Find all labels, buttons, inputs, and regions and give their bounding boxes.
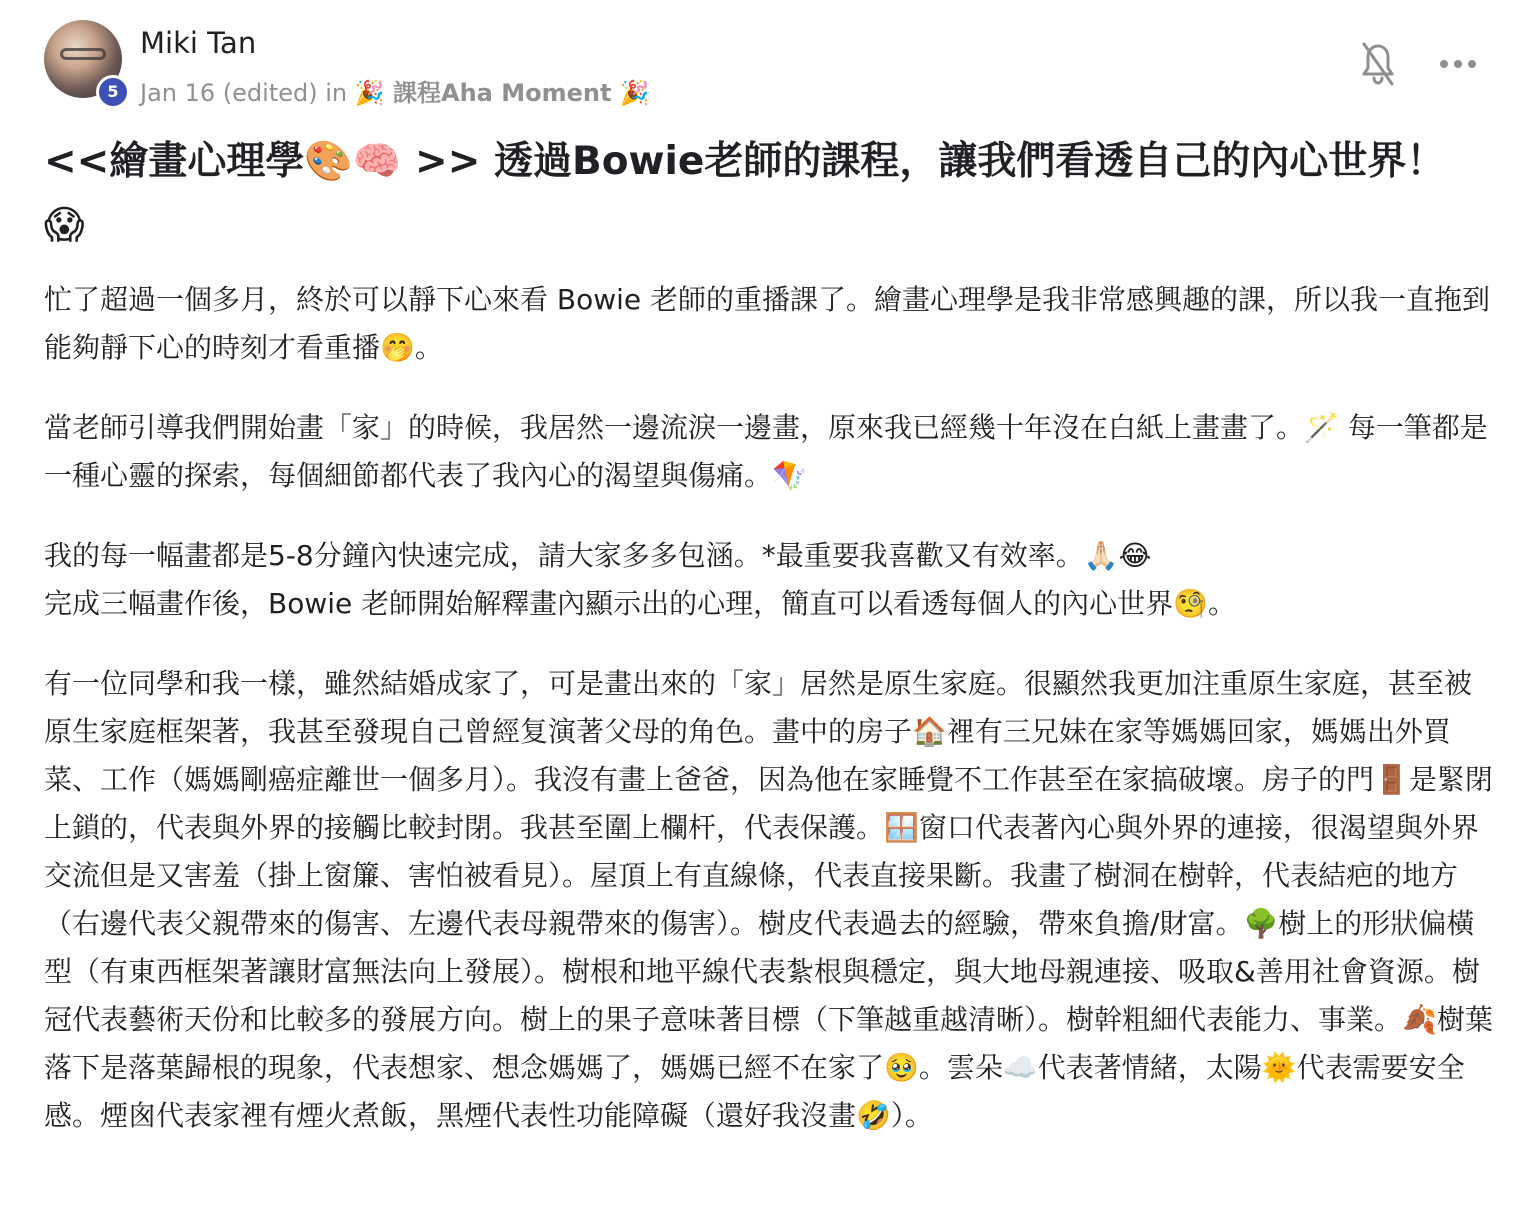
author-avatar-wrapper[interactable] xyxy=(44,20,128,104)
post-date: Jan 16 (edited) xyxy=(140,79,318,107)
level-badge: 5 xyxy=(96,75,130,109)
bell-icon[interactable] xyxy=(1360,42,1396,86)
post-header xyxy=(44,20,1488,107)
author-name[interactable]: Miki Tan xyxy=(140,26,257,60)
more-options-icon[interactable] xyxy=(1438,56,1478,72)
category-link[interactable]: 🎉 課程Aha Moment 🎉 xyxy=(354,79,650,107)
paragraph-1: 忙了超過一個多月，終於可以靜下心來看 Bowie 老師的重播課了。繪畫心理學是我非常感興趣的課，所以我一直拖到能夠靜下心的時刻才看重播🤭。 xyxy=(44,283,1491,364)
paragraph-4: 有一位同學和我一樣，雖然結婚成家了，可是畫出來的「家」居然是原生家庭。很顯然我更加注重原生家庭，甚至被原生家庭框架著，我甚至發現自己曾經复演著父母的角色。畫中的房子🏠裡有三兄妹在家等媽媽回家，媽媽出外買菜、工作（媽媽剛癌症離世一個多月）。我沒有畫上爸爸，因為他在家睡覺不工作甚至在家搞破壞。房子的門🚪是緊閉上鎖的，代表與外界的接觸比較封閉。我甚至圍上欄杆，代表保護。🪟窗口代表著內心與外界的連接，很渴望與外界交流但是又害羞（掛上窗簾、害怕被看見）。屋頂上有直線條，代表直接果斷。我畫了樹洞在樹幹，代表結疤的地方（右邊代表父親帶來的傷害、左邊代表母親帶來的傷害）。樹皮代表過去的經驗，帶來負擔/財富。🌳樹上的形狀偏橫型（有東西框架著讓財富無法向上發展）。樹根和地平線代表紮根與穩定，與大地母親連接、吸取&善用社會資源。樹冠代表藝術天份和比較多的發展方向。樹上的果子意味著目標（下筆越重越清晰）。樹幹粗細代表能力、事業。🍂樹葉落下是落葉歸根的現象，代表想家、想念媽媽了，媽媽已經不在家了🥹。雲朵☁️代表著情緒，太陽🌞代表需要安全感。煙囪代表家裡有煙火煮飯，黑煙代表性功能障礙（還好我沒畫🤣）。 xyxy=(44,667,1493,1132)
post-meta xyxy=(140,73,650,108)
post-title[interactable]: <<繪畫心理學🎨🧠 >> 透過Bowie老師的課程，讓我們看透自己的內心世界！ 😱 xyxy=(44,139,1446,248)
paragraph-2: 當老師引導我們開始畫「家」的時候，我居然一邊流淚一邊畫，原來我已經幾十年沒在白紙上畫畫了。🪄 每一筆都是一種心靈的探索，每個細節都代表了我內心的渴望與傷痛。🪁 xyxy=(44,411,1488,492)
in-label: in xyxy=(325,79,348,107)
paragraph-3: 我的每一幅畫都是5-8分鐘內快速完成，請大家多多包涵。*最重要我喜歡又有效率。🙏🏻😂 完成三幅畫作後，Bowie 老師開始解釋畫內顯示出的心理，簡直可以看透每個人的內心世界🧐。 xyxy=(44,539,1237,620)
post-body xyxy=(44,276,1496,1172)
